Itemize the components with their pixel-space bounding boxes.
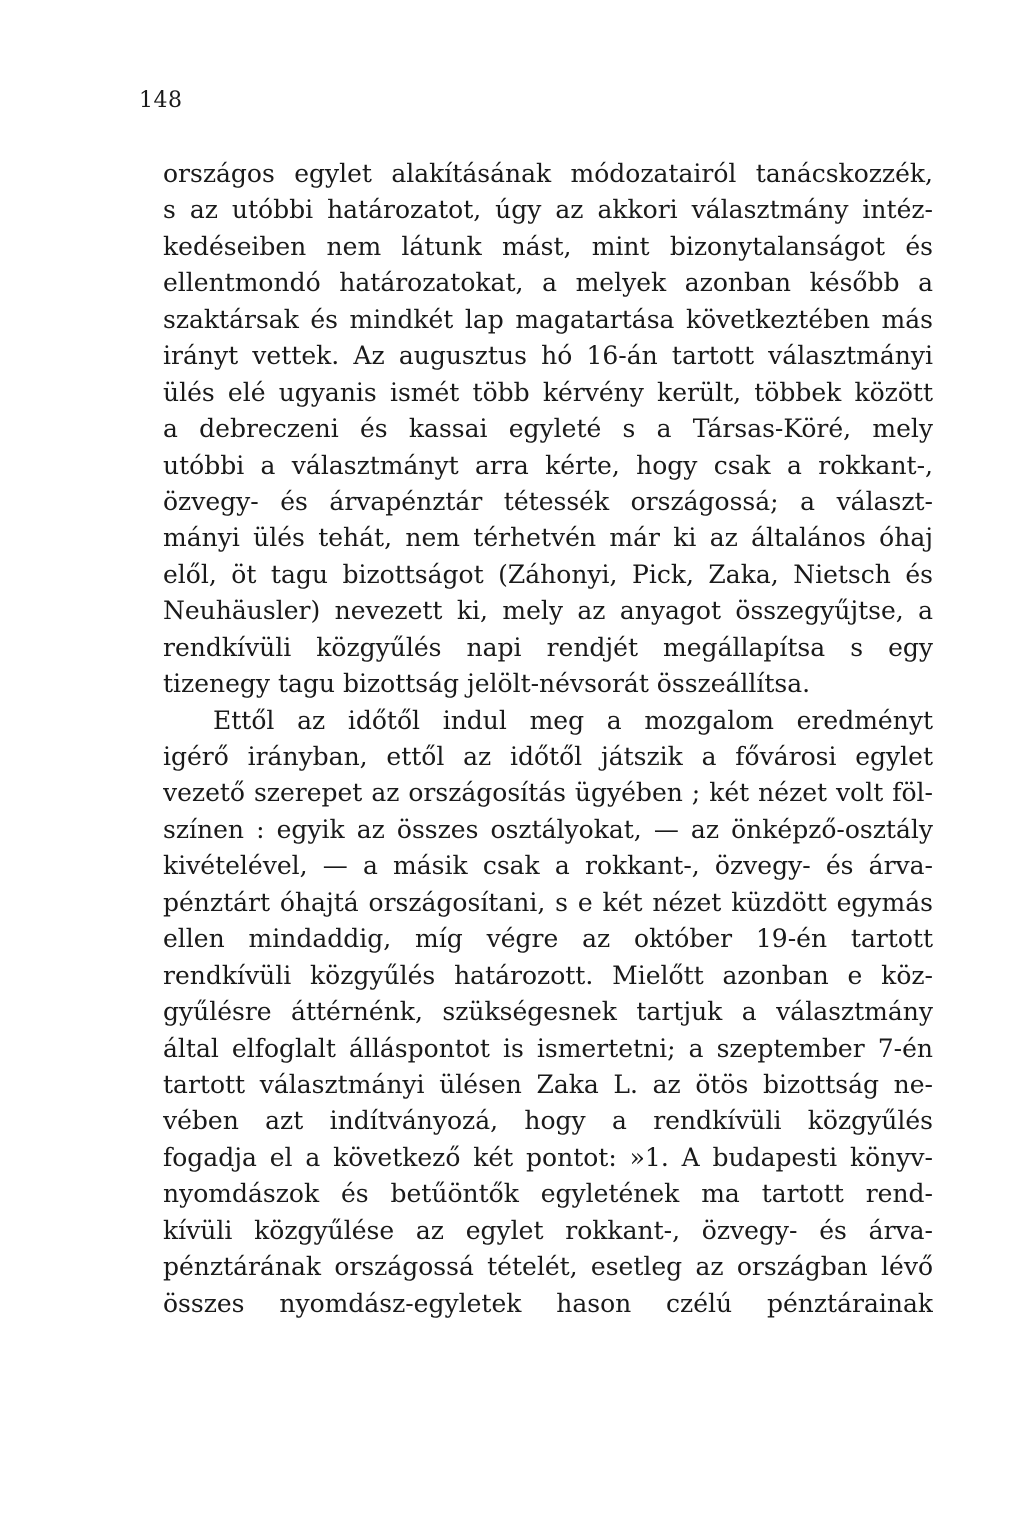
paragraph-start-line: Ettől az időtől indul meg a mozgalom eredményt	[213, 705, 933, 735]
text-line: elől, öt tagu bizottságot (Záhonyi, Pick, Zaka, Nietsch és	[163, 559, 933, 589]
text-line: Neuhäusler) nevezett ki, mely az anyagot összegyűjtse, a	[163, 596, 933, 626]
text-line: kivételével, — a másik csak a rokkant-, özvegy- és árva-	[163, 851, 933, 881]
text-line: tartott választmányi ülésen Zaka L. az ötös bizottság ne-	[163, 1069, 933, 1099]
text-line: ellentmondó határozatokat, a melyek azonban később a	[163, 268, 933, 298]
text-line: ellen mindaddig, míg végre az október 19-én tartott	[163, 924, 933, 954]
text-line: kedéseiben nem látunk mást, mint bizonytalanságot és	[163, 231, 933, 261]
paragraph-end-line: tizenegy tagu bizottság jelölt-névsorát összeállítsa.	[163, 669, 811, 699]
text-line: szaktársak és mindkét lap magatartása következtében más	[163, 304, 933, 334]
text-line: nyomdászok és betűöntők egyletének ma tartott rend-	[163, 1179, 933, 1209]
text-line: a debreczeni és kassai egyleté s a Társas-Köré, mely	[163, 414, 933, 444]
text-line: igérő irányban, ettől az időtől játszik a fővárosi egylet	[163, 742, 933, 771]
text-line: pénztárának országossá tételét, esetleg az országban lévő	[163, 1252, 933, 1282]
text-line: által elfoglalt álláspontot is ismertetni; a szeptember 7-én	[163, 1033, 933, 1063]
text-line: vében azt indítványozá, hogy a rendkívüli közgyűlés	[163, 1106, 933, 1136]
text-line: kívüli közgyűlése az egylet rokkant-, özvegy- és árva-	[163, 1215, 933, 1245]
text-line: rendkívüli közgyűlés napi rendjét megállapítsa s egy	[163, 632, 933, 662]
text-line: összes nyomdász-egyletek hason czélú pénztárainak	[163, 1288, 933, 1318]
text-line: s az utóbbi határozatot, úgy az akkori választmány intéz-	[163, 195, 933, 225]
text-line: özvegy- és árvapénztár tétessék országossá; a választ-	[163, 486, 933, 516]
text-line: pénztárt óhajtá országosítani, s e két nézet küzdött egymás	[163, 887, 933, 917]
text-line: vezető szerepet az országosítás ügyében ; két nézet volt föl-	[163, 778, 933, 808]
text-line: országos egylet alakításának módozatairól tanácskozzék,	[163, 159, 933, 188]
body-text	[163, 156, 933, 1322]
text-line: utóbbi a választmányt arra kérte, hogy csak a rokkant-,	[163, 450, 933, 480]
text-line: gyűlésre áttérnénk, szükségesnek tartjuk a választmány	[163, 997, 933, 1027]
text-line: ülés elé ugyanis ismét több kérvény került, többek között	[163, 377, 933, 407]
text-line: színen : egyik az összes osztályokat, — az önképző-osztály	[163, 814, 933, 844]
text-line: fogadja el a következő két pontot: »1. A budapesti könyv-	[163, 1142, 933, 1172]
text-line: irányt vettek. Az augusztus hó 16-án tartott választmányi	[163, 341, 933, 371]
text-line: rendkívüli közgyűlés határozott. Mielőtt azonban e köz-	[163, 960, 933, 990]
page-number: 148	[139, 88, 183, 113]
text-line: mányi ülés tehát, nem térhetvén már ki az általános óhaj	[163, 523, 933, 553]
